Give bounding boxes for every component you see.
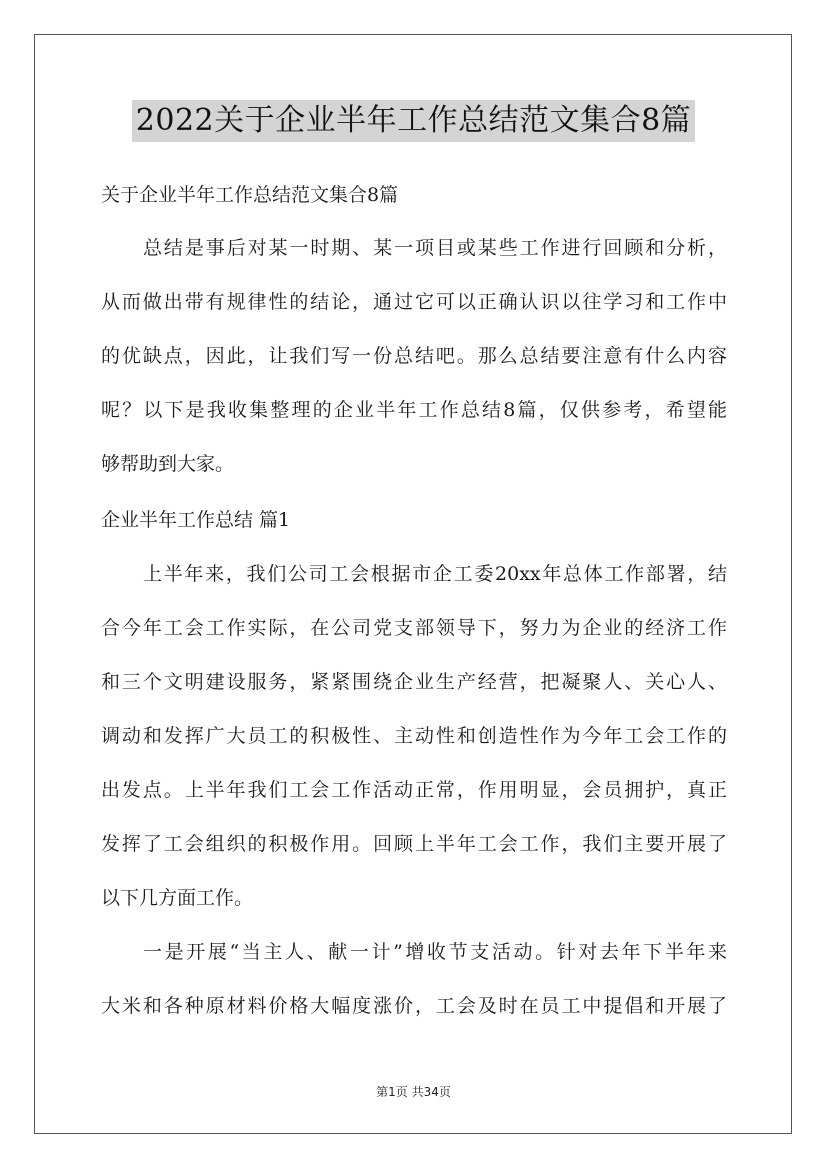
paragraph-line: 出发点。上半年我们工会工作活动正常，作用明显，会员拥护，真正: [101, 779, 727, 801]
section-heading: 企业半年工作总结 篇1: [101, 509, 291, 531]
paragraph-line: 够帮助到大家。: [101, 453, 235, 475]
title-container: [0, 100, 827, 142]
paragraph-line: 以下几方面工作。: [101, 887, 254, 909]
paragraph-line: 一是开展“当主人、献一计”增收节支活动。针对去年下半年来: [143, 941, 727, 963]
paragraph-line: 总结是事后对某一时期、某一项目或某些工作进行回顾和分析，: [143, 237, 727, 259]
paragraph-line: 从而做出带有规律性的结论，通过它可以正确认识以往学习和工作中: [101, 291, 727, 313]
paragraph-line: 上半年来，我们公司工会根据市企工委20xx年总体工作部署，结: [143, 563, 727, 585]
paragraph-line: 大米和各种原材料价格大幅度涨价，工会及时在员工中提倡和开展了: [101, 995, 727, 1017]
document-title: 2022关于企业半年工作总结范文集合8篇: [132, 100, 695, 142]
paragraph-line: 呢？以下是我收集整理的企业半年工作总结8篇，仅供参考，希望能: [101, 399, 727, 421]
paragraph-line: 合今年工会工作实际，在公司党支部领导下，努力为企业的经济工作: [101, 617, 727, 639]
paragraph-line: 和三个文明建设服务，紧紧围绕企业生产经营，把凝聚人、关心人、: [101, 671, 727, 693]
paragraph-line: 调动和发挥广大员工的积极性、主动性和创造性作为今年工会工作的: [101, 725, 727, 747]
subtitle-line: 关于企业半年工作总结范文集合8篇: [101, 184, 399, 206]
page-number-footer: 第1页 共34页: [376, 1085, 451, 1099]
paragraph-line: 发挥了工会组织的积极作用。回顾上半年工会工作，我们主要开展了: [101, 833, 727, 855]
paragraph-line: 的优缺点，因此，让我们写一份总结吧。那么总结要注意有什么内容: [101, 345, 727, 367]
